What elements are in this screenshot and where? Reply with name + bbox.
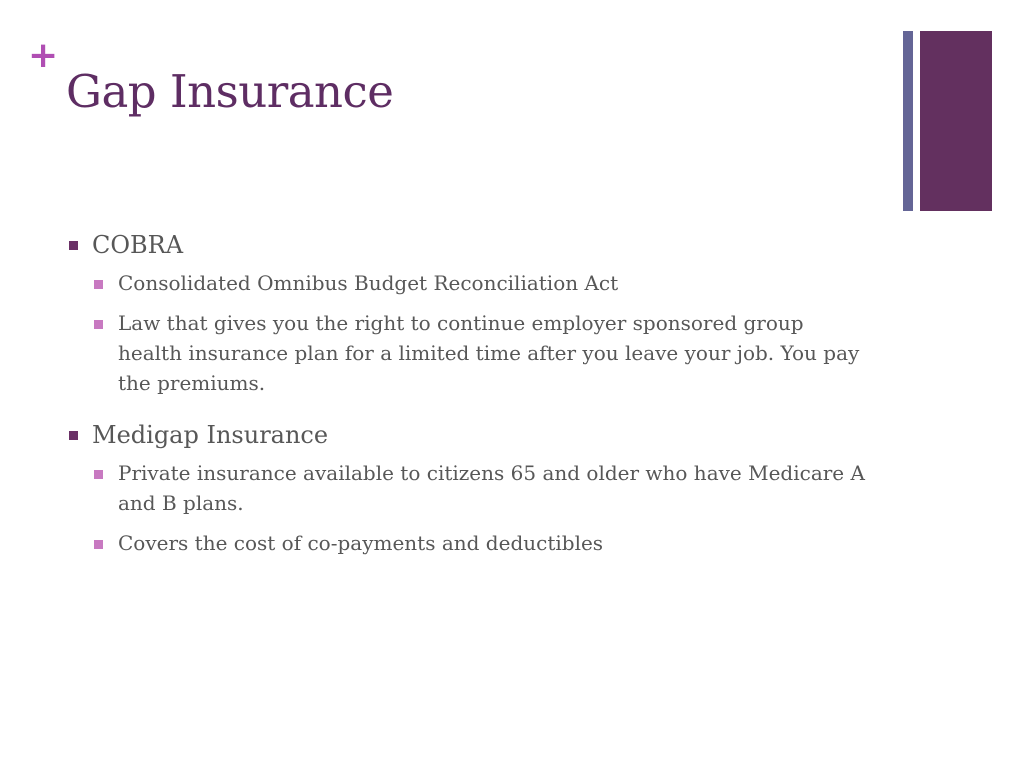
sub-bullet-text: Law that gives you the right to continue employer sponsored group health insurance plan for a limited time after you leave your job. You pay the premiums. [118,311,860,395]
square-bullet-icon [69,241,78,250]
square-sub-bullet-icon [94,540,103,549]
plus-icon: + [28,35,59,76]
sub-bullet-item [92,528,866,558]
square-sub-bullet-icon [94,280,103,289]
sub-bullet-text: Covers the cost of co-payments and deductibles [118,531,604,555]
bullet-heading-text: COBRA [92,231,184,259]
sub-bullet-text: Consolidated Omnibus Budget Reconciliation Act [118,271,619,295]
decorative-bar-wide [920,31,992,211]
slide-title: Gap Insurance [66,65,394,118]
square-sub-bullet-icon [94,470,103,479]
bullet-group-medigap [66,418,866,558]
sub-bullet-item [92,458,866,518]
slide-content [66,228,866,568]
decorative-bar-thin [903,31,913,211]
bullet-heading [66,418,866,452]
sub-bullet-text: Private insurance available to citizens 65 and older who have Medicare A and B plans. [118,461,865,515]
bullet-group-cobra [66,228,866,398]
sub-bullet-item [92,308,866,398]
square-bullet-icon [69,431,78,440]
bullet-heading [66,228,866,262]
bullet-heading-text: Medigap Insurance [92,421,329,449]
square-sub-bullet-icon [94,320,103,329]
sub-bullet-item [92,268,866,298]
